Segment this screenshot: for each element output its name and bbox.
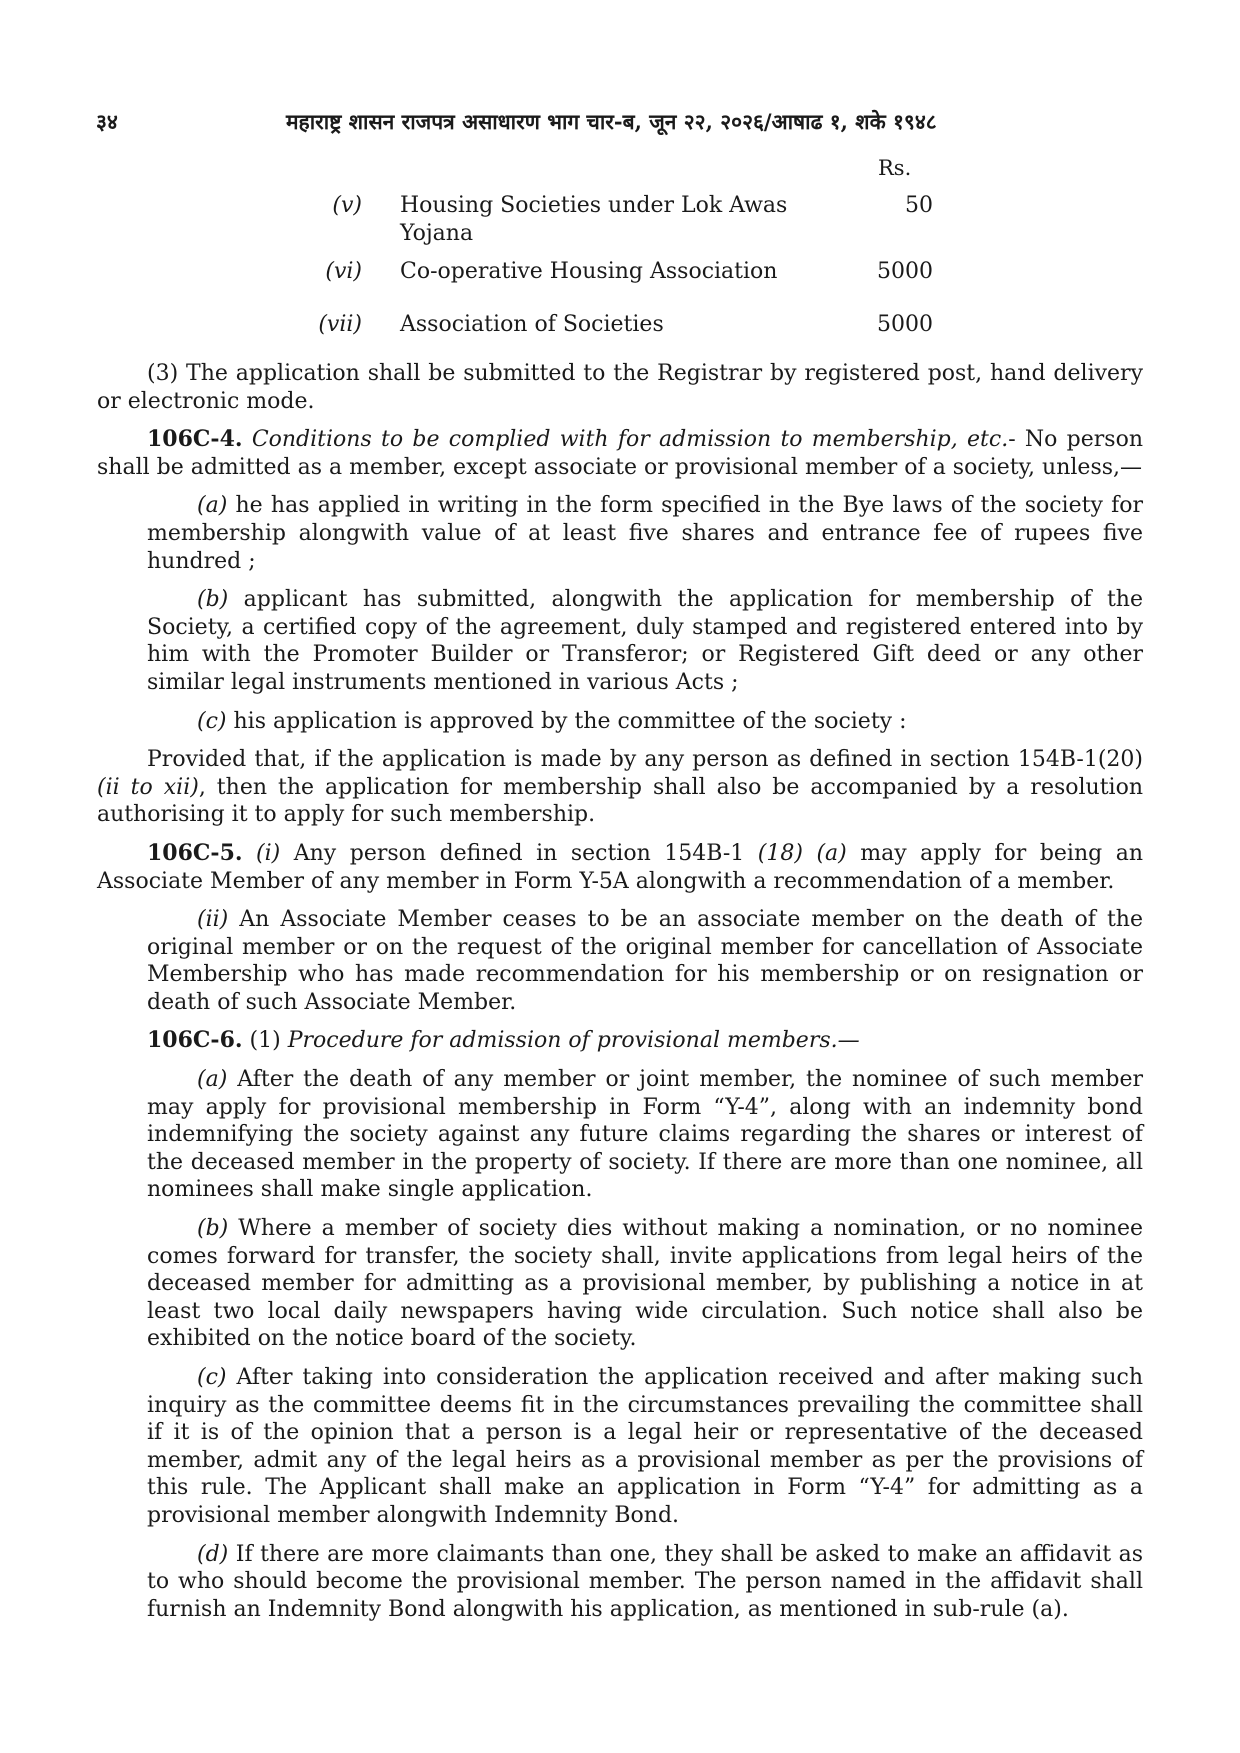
sub-rule-3: (3) The application shall be submitted to the Registrar by registered post, hand delivery or electronic mode. [97,361,1143,414]
clause-label: (c) [197,708,227,734]
rule-number: 106C-5. [147,839,243,866]
proviso [97,746,1143,829]
page-number: ३४ [96,109,118,134]
rule-text: - No person shall be admitted as a member, except associate or provisional member of a society, unless,— [97,427,1143,480]
fee-row [300,258,940,286]
page-header [96,108,1144,138]
proviso-text-end: , then the application for membership shall also be accompanied by a resolution authorising it to apply for such membership. [97,774,1143,828]
clause-text: Where a member of society dies without making a nomination, or no nominee comes forward for transfer, the society shall, invite applications from legal heirs of the deceased member for admitting as a provisional member, by publishing a notice in at least two local daily newspapers having wide circulation. Such notice shall also be exhibited on the notice board of the society. [147,1216,1143,1352]
fee-row-amount: 50 [905,193,933,218]
clause-label: (a) [197,1067,228,1093]
currency-label: Rs. [878,156,912,180]
sub-rule-label: (1) [249,1028,281,1054]
fee-row-number: (vii) [318,312,362,337]
clause-label: (ii) [197,907,229,933]
section-reference: (18) [757,840,803,866]
fee-row-description: Co-operative Housing Association [400,259,778,284]
clause-label: (b) [197,1216,229,1242]
fee-row [300,192,940,248]
clause-text: If there are more claimants than one, they shall be asked to make an affidavit as to who should become the provisional member. The person named in the affidavit shall furnish an Indemnity Bond alongwith his application, as mentioned in sub-rule (a). [147,1541,1143,1622]
clause-d [97,1541,1143,1624]
fee-row-number: (vi) [325,259,362,284]
clause-a [97,1066,1143,1204]
clause-c [97,708,1143,736]
proviso-range: (ii to xii) [97,774,199,800]
clause-text-end: may apply for being an Associate Member of any member in Form Y-5A alongwith a recommendation of a member. [97,840,1144,894]
clause-b [97,586,1143,696]
clause-label: (i) [256,840,281,866]
clause-text: his application is approved by the committee of the society : [226,708,907,734]
rule-106c-4 [97,426,1143,481]
clause-label: (b) [197,587,229,613]
clause-label: (c) [197,1365,227,1390]
rule-heading: Conditions to be complied with for admission to membership, etc. [251,427,1009,453]
fee-row-description: Housing Societies under Lok Awas Yojana [400,193,788,246]
clause-label: (d) [197,1541,229,1567]
fee-row-number: (v) [332,193,362,218]
clause-b [97,1215,1143,1353]
rule-number: 106C-6. [147,1027,243,1054]
rule-106c-5 [97,840,1143,895]
clause-text: After the death of any member or joint member, the nominee of such member may apply for provisional membership in Form “Y-4”, along with an indemnity bond indemnifying the society against any future claims regarding the shares or interest of the deceased member in the property of society. If there are more than one nominee, all nominees shall make single application. [147,1067,1143,1203]
proviso-text: Provided that, if the application is made by any person as defined in section 154B-1(20) [147,747,1143,773]
fee-row-description: Association of Societies [400,312,664,337]
fee-table [300,192,940,339]
clause-ii [97,906,1143,1016]
fee-row [300,311,940,339]
clause-text: After taking into consideration the application received and after making such inquiry as the committee deems fit in the circumstances prevailing the committee shall if it is of the opinion that a person is a legal heir or representative of the deceased member, admit any of the legal heirs as a provisional member as per the provisions of this rule. The Applicant shall make an application in Form “Y-4” for admitting as a provisional member alongwith Indemnity Bond. [147,1365,1143,1528]
section-reference: (a) [816,840,847,866]
clause-c [97,1364,1143,1530]
rule-heading: Procedure for admission of provisional members.— [287,1028,860,1054]
fee-row-amount: 5000 [877,259,933,284]
clause-text: An Associate Member ceases to be an associate member on the death of the original member or on the request of the original member for cancellation of Associate Membership who has made recommendation for his membership or on resignation or death of such Associate Member. [147,907,1143,1015]
document-body [97,360,1143,1634]
clause-text: he has applied in writing in the form specified in the Bye laws of the society for membership alongwith value of at least five shares and entrance fee of rupees five hundred ; [147,493,1143,574]
rule-106c-6 [97,1027,1143,1055]
clause-text: applicant has submitted, alongwith the application for membership of the Society, a certified copy of the agreement, duly stamped and registered entered into by him with the Promoter Builder or Transferor; or Registered Gift deed or any other similar legal instruments mentioned in various Acts ; [147,587,1143,695]
rule-number: 106C-4. [147,426,243,453]
clause-text: Any person defined in section 154B-1 [280,840,758,866]
clause-a [97,492,1143,575]
fee-row-amount: 5000 [877,312,933,337]
gazette-header-title: महाराष्ट्र शासन राजपत्र असाधारण भाग चार-ब, जून २२, २०२६/आषाढ १, शके १९४८ [286,109,937,134]
clause-label: (a) [197,493,228,519]
